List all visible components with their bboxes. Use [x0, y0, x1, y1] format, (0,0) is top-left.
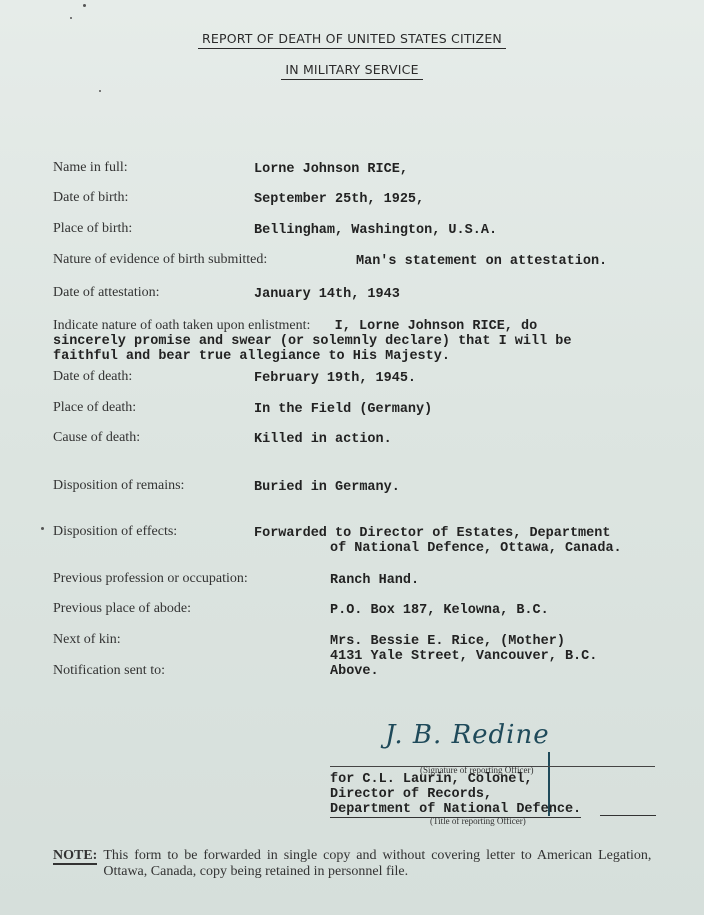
ink-speck [41, 527, 44, 530]
effects-value-line2: of National Defence, Ottawa, Canada. [330, 541, 622, 556]
dod-value: February 19th, 1945. [254, 371, 417, 386]
note-heading: NOTE: [53, 848, 98, 863]
dob-label: Date of birth: [53, 190, 129, 205]
cause-value: Killed in action. [254, 432, 392, 447]
ink-speck [99, 90, 101, 92]
report-title: REPORT OF DEATH OF UNITED STATES CITIZEN [0, 31, 704, 46]
note-section [53, 848, 663, 880]
officer-line1: for C.L. Laurin, Colonel, [330, 772, 533, 787]
kin-value-line1: Mrs. Bessie E. Rice, (Mother) [330, 634, 565, 649]
title-line [600, 815, 656, 816]
cause-label: Cause of death: [53, 430, 141, 445]
effects-value-line1: Forwarded to Director of Estates, Department [254, 526, 611, 541]
ink-speck [83, 4, 86, 7]
note-body: This form to be forwarded in single copy and without covering letter to American Legation, Ottawa, Canada, copy being retained in personnel file. [103, 848, 652, 879]
report-subtitle: IN MILITARY SERVICE [0, 62, 704, 77]
ink-speck [70, 17, 72, 19]
occupation-value: Ranch Hand. [330, 573, 420, 588]
oath-block [53, 318, 673, 364]
handwritten-signature: J. B. Redine [385, 720, 550, 750]
notification-value: Above. [330, 664, 379, 679]
remains-label: Disposition of remains: [53, 478, 185, 493]
oath-label: Indicate nature of oath taken upon enlistment: [53, 318, 311, 333]
name-label: Name in full: [53, 160, 128, 175]
signature-caption: (Signature of reporting Officer) [420, 765, 534, 775]
oath-value-line2: sincerely promise and swear (or solemnly declare) that I will be [53, 334, 572, 349]
notification-label: Notification sent to: [53, 663, 165, 678]
abode-value: P.O. Box 187, Kelowna, B.C. [330, 603, 549, 618]
officer-line2: Director of Records, [330, 787, 493, 802]
officer-line3: Department of National Defence. [330, 802, 582, 817]
attestation-label: Date of attestation: [53, 285, 160, 300]
officer-block [330, 772, 581, 817]
evidence-label: Nature of evidence of birth submitted: [53, 252, 268, 267]
place-of-death-value: In the Field (Germany) [254, 402, 433, 417]
kin-value-line2: 4131 Yale Street, Vancouver, B.C. [330, 649, 598, 664]
title-caption: (Title of reporting Officer) [430, 816, 526, 826]
pob-value: Bellingham, Washington, U.S.A. [254, 223, 498, 238]
dob-value: September 25th, 1925, [254, 192, 425, 207]
pob-label: Place of birth: [53, 221, 133, 236]
place-of-death-label: Place of death: [53, 400, 137, 415]
effects-label: Disposition of effects: [53, 524, 178, 539]
attestation-value: January 14th, 1943 [254, 287, 400, 302]
oath-value-line1: I, Lorne Johnson RICE, do [310, 319, 538, 334]
oath-value-line3: faithful and bear true allegiance to His Majesty. [53, 349, 450, 364]
remains-value: Buried in Germany. [254, 480, 400, 495]
occupation-label: Previous profession or occupation: [53, 571, 248, 586]
kin-label: Next of kin: [53, 632, 121, 647]
abode-label: Previous place of abode: [53, 601, 192, 616]
dod-label: Date of death: [53, 369, 133, 384]
evidence-value: Man's statement on attestation. [356, 254, 608, 269]
name-value: Lorne Johnson RICE, [254, 162, 408, 177]
